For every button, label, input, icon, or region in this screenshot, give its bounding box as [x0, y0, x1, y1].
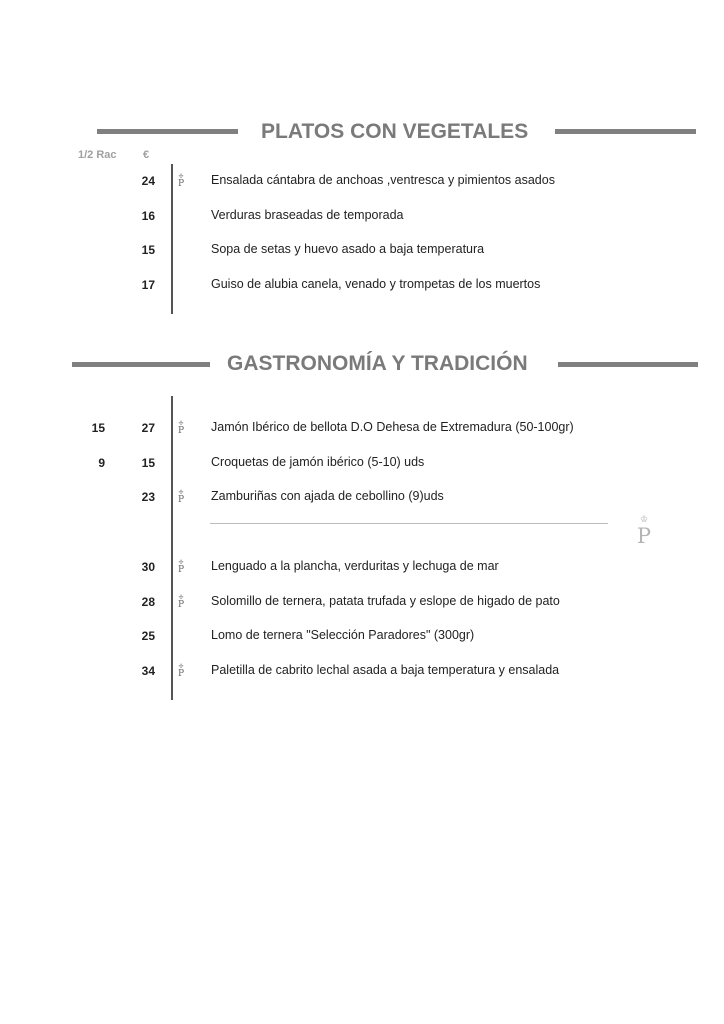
paradores-p-mark-icon: ✢ P — [177, 489, 185, 505]
price: 16 — [141, 209, 155, 223]
section-1-bar-left — [97, 129, 238, 134]
section-2-bar-left — [72, 362, 210, 367]
dish-name: Lomo de ternera "Selección Paradores" (300gr) — [211, 628, 475, 642]
dish-name: Guiso de alubia canela, venado y trompetas de los muertos — [211, 277, 541, 291]
paradores-p-mark-icon: ✢ P — [177, 420, 185, 436]
price: 25 — [141, 629, 155, 643]
dish-name: Sopa de setas y huevo asado a baja temperatura — [211, 242, 485, 256]
dish-name: Croquetas de jamón ibérico (5-10) uds — [211, 455, 425, 469]
paradores-p-mark-icon: ✢ P — [177, 663, 185, 679]
paradores-logo-icon — [632, 515, 656, 547]
price: 27 — [141, 421, 155, 435]
price: 23 — [141, 490, 155, 504]
column-header-price: € — [143, 149, 150, 161]
price: 28 — [141, 595, 155, 609]
price: 15 — [141, 456, 155, 470]
half-portion-price: 9 — [98, 456, 105, 470]
section-2-bar-right — [558, 362, 698, 367]
price: 17 — [141, 278, 155, 292]
dish-name: Ensalada cántabra de anchoas ,ventresca y pimientos asados — [211, 173, 555, 187]
paradores-p-mark-icon: ✢ P — [177, 173, 185, 189]
dish-name: Jamón Ibérico de bellota D.O Dehesa de Extremadura (50-100gr) — [211, 420, 574, 434]
dish-name: Solomillo de ternera, patata trufada y eslope de higado de pato — [211, 594, 560, 608]
section-1-bar-right — [555, 129, 696, 134]
section-2-divider — [171, 396, 173, 700]
section-2-title: GASTRONOMÍA Y TRADICIÓN — [227, 352, 528, 375]
separator-line — [210, 523, 608, 524]
paradores-p-mark-icon: ✢ P — [177, 559, 185, 575]
dish-name: Zamburiñas con ajada de cebollino (9)uds — [211, 489, 444, 503]
column-header-half: 1/2 Rac — [78, 149, 117, 161]
dish-name: Verduras braseadas de temporada — [211, 208, 404, 222]
price: 30 — [141, 560, 155, 574]
price: 15 — [141, 243, 155, 257]
section-1-title: PLATOS CON VEGETALES — [261, 120, 529, 143]
half-portion-price: 15 — [91, 421, 105, 435]
price: 34 — [141, 664, 155, 678]
logo-letter: P — [636, 524, 652, 548]
section-1-divider — [171, 164, 173, 314]
crown-icon: ♔ — [639, 515, 649, 525]
paradores-p-mark-icon: ✢ P — [177, 594, 185, 610]
dish-name: Lenguado a la plancha, verduritas y lechuga de mar — [211, 559, 499, 573]
dish-name: Paletilla de cabrito lechal asada a baja temperatura y ensalada — [211, 663, 560, 677]
price: 24 — [141, 174, 155, 188]
